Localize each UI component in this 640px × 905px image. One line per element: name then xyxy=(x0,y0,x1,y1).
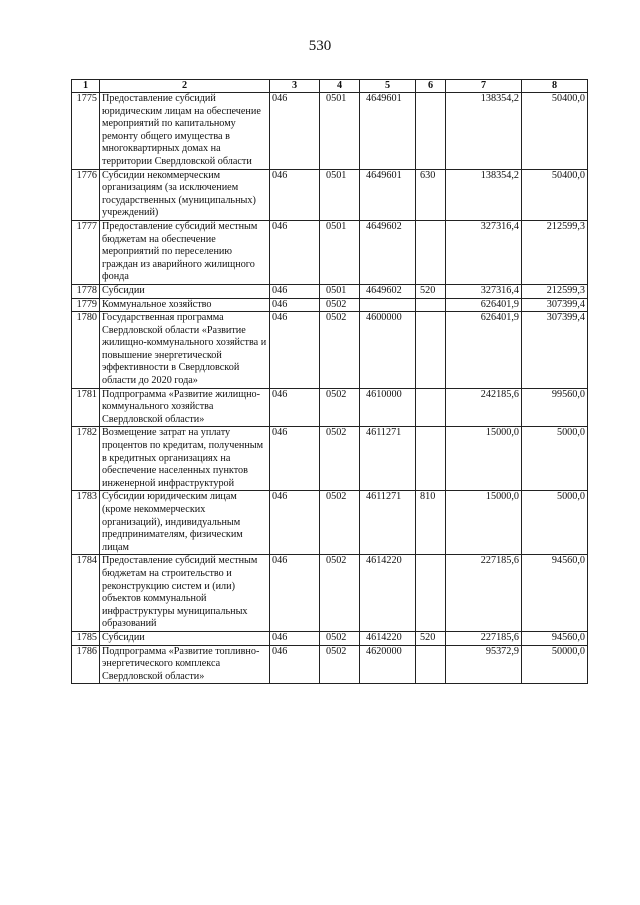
column-header: 6 xyxy=(416,80,446,93)
row-number: 1782 xyxy=(72,427,100,491)
row-name: Субсидии xyxy=(100,284,270,298)
row-name: Предоставление субсидий местным бюджетам на строительство и реконструкцию систем и (или) объектов коммунальной инфраструктуры муниципальных образований xyxy=(100,555,270,632)
amount-col8: 5000,0 xyxy=(522,427,588,491)
dept-code: 046 xyxy=(270,220,320,284)
expense-code: 810 xyxy=(416,491,446,555)
target-code: 4649601 xyxy=(360,93,416,170)
row-name: Подпрограмма «Развитие жилищно-коммунального хозяйства Свердловской области» xyxy=(100,388,270,427)
row-name: Предоставление субсидий юридическим лицам на обеспечение мероприятий по капитальному ремонту общего имущества в многоквартирных домах на территории Свердловской области xyxy=(100,93,270,170)
expense-code xyxy=(416,645,446,684)
section-code: 0502 xyxy=(320,427,360,491)
row-number: 1778 xyxy=(72,284,100,298)
target-code: 4610000 xyxy=(360,388,416,427)
amount-col8: 99560,0 xyxy=(522,388,588,427)
dept-code: 046 xyxy=(270,169,320,220)
amount-col7: 327316,4 xyxy=(446,220,522,284)
dept-code: 046 xyxy=(270,427,320,491)
dept-code: 046 xyxy=(270,388,320,427)
section-code: 0502 xyxy=(320,491,360,555)
target-code: 4614220 xyxy=(360,631,416,645)
row-number: 1776 xyxy=(72,169,100,220)
amount-col7: 95372,9 xyxy=(446,645,522,684)
amount-col8: 94560,0 xyxy=(522,555,588,632)
section-code: 0501 xyxy=(320,220,360,284)
section-code: 0501 xyxy=(320,93,360,170)
dept-code: 046 xyxy=(270,298,320,312)
amount-col7: 138354,2 xyxy=(446,93,522,170)
amount-col7: 626401,9 xyxy=(446,298,522,312)
amount-col7: 138354,2 xyxy=(446,169,522,220)
table-row xyxy=(72,312,588,389)
section-code: 0502 xyxy=(320,555,360,632)
table-row xyxy=(72,388,588,427)
row-number: 1786 xyxy=(72,645,100,684)
column-header: 3 xyxy=(270,80,320,93)
section-code: 0502 xyxy=(320,645,360,684)
table-row xyxy=(72,93,588,170)
expense-code: 520 xyxy=(416,284,446,298)
row-name: Предоставление субсидий местным бюджетам на обеспечение мероприятий по переселению граждан из аварийного жилищного фонда xyxy=(100,220,270,284)
section-code: 0502 xyxy=(320,631,360,645)
target-code: 4611271 xyxy=(360,427,416,491)
row-name: Возмещение затрат на уплату процентов по кредитам, полученным в кредитных организациях на обеспечение населенных пунктов инженерной инфраструктурой xyxy=(100,427,270,491)
amount-col8: 94560,0 xyxy=(522,631,588,645)
row-name: Субсидии юридическим лицам (кроме некоммерческих организаций), индивидуальным предпринимателям, физическим лицам xyxy=(100,491,270,555)
row-number: 1785 xyxy=(72,631,100,645)
row-name: Государственная программа Свердловской области «Развитие жилищно-коммунального хозяйства и повышение энергетической эффективности в Свердловской области до 2020 года» xyxy=(100,312,270,389)
column-header: 8 xyxy=(522,80,588,93)
expense-code xyxy=(416,555,446,632)
section-code: 0501 xyxy=(320,169,360,220)
amount-col8: 5000,0 xyxy=(522,491,588,555)
amount-col7: 327316,4 xyxy=(446,284,522,298)
amount-col8: 212599,3 xyxy=(522,220,588,284)
section-code: 0502 xyxy=(320,298,360,312)
table-row xyxy=(72,298,588,312)
amount-col7: 15000,0 xyxy=(446,491,522,555)
row-number: 1784 xyxy=(72,555,100,632)
amount-col7: 227185,6 xyxy=(446,555,522,632)
amount-col7: 227185,6 xyxy=(446,631,522,645)
target-code xyxy=(360,298,416,312)
amount-col8: 307399,4 xyxy=(522,312,588,389)
target-code: 4649601 xyxy=(360,169,416,220)
expense-code: 520 xyxy=(416,631,446,645)
dept-code: 046 xyxy=(270,555,320,632)
dept-code: 046 xyxy=(270,631,320,645)
row-name: Коммунальное хозяйство xyxy=(100,298,270,312)
amount-col7: 626401,9 xyxy=(446,312,522,389)
column-header: 1 xyxy=(72,80,100,93)
row-number: 1777 xyxy=(72,220,100,284)
amount-col8: 307399,4 xyxy=(522,298,588,312)
table-row xyxy=(72,491,588,555)
table-row xyxy=(72,631,588,645)
table-row xyxy=(72,169,588,220)
table-row xyxy=(72,284,588,298)
expense-code xyxy=(416,93,446,170)
row-name: Субсидии некоммерческим организациям (за исключением государственных (муниципальных) учреждений) xyxy=(100,169,270,220)
row-name: Подпрограмма «Развитие топливно-энергетического комплекса Свердловской области» xyxy=(100,645,270,684)
table-row xyxy=(72,645,588,684)
column-header: 7 xyxy=(446,80,522,93)
target-code: 4611271 xyxy=(360,491,416,555)
expense-code xyxy=(416,427,446,491)
expense-code xyxy=(416,388,446,427)
row-number: 1780 xyxy=(72,312,100,389)
column-header: 5 xyxy=(360,80,416,93)
budget-table xyxy=(71,79,588,684)
table-row xyxy=(72,220,588,284)
target-code: 4600000 xyxy=(360,312,416,389)
dept-code: 046 xyxy=(270,93,320,170)
table-row xyxy=(72,555,588,632)
expense-code xyxy=(416,220,446,284)
column-header: 4 xyxy=(320,80,360,93)
row-number: 1783 xyxy=(72,491,100,555)
section-code: 0502 xyxy=(320,312,360,389)
row-name: Субсидии xyxy=(100,631,270,645)
target-code: 4614220 xyxy=(360,555,416,632)
dept-code: 046 xyxy=(270,645,320,684)
row-number: 1779 xyxy=(72,298,100,312)
amount-col7: 242185,6 xyxy=(446,388,522,427)
amount-col8: 50400,0 xyxy=(522,93,588,170)
section-code: 0502 xyxy=(320,388,360,427)
expense-code: 630 xyxy=(416,169,446,220)
target-code: 4649602 xyxy=(360,220,416,284)
amount-col8: 212599,3 xyxy=(522,284,588,298)
target-code: 4649602 xyxy=(360,284,416,298)
expense-code xyxy=(416,298,446,312)
amount-col8: 50400,0 xyxy=(522,169,588,220)
amount-col8: 50000,0 xyxy=(522,645,588,684)
target-code: 4620000 xyxy=(360,645,416,684)
row-number: 1781 xyxy=(72,388,100,427)
section-code: 0501 xyxy=(320,284,360,298)
table-row xyxy=(72,427,588,491)
amount-col7: 15000,0 xyxy=(446,427,522,491)
header-row xyxy=(72,80,588,93)
dept-code: 046 xyxy=(270,491,320,555)
page-number: 530 xyxy=(308,38,332,54)
dept-code: 046 xyxy=(270,312,320,389)
row-number: 1775 xyxy=(72,93,100,170)
column-header: 2 xyxy=(100,80,270,93)
expense-code xyxy=(416,312,446,389)
dept-code: 046 xyxy=(270,284,320,298)
